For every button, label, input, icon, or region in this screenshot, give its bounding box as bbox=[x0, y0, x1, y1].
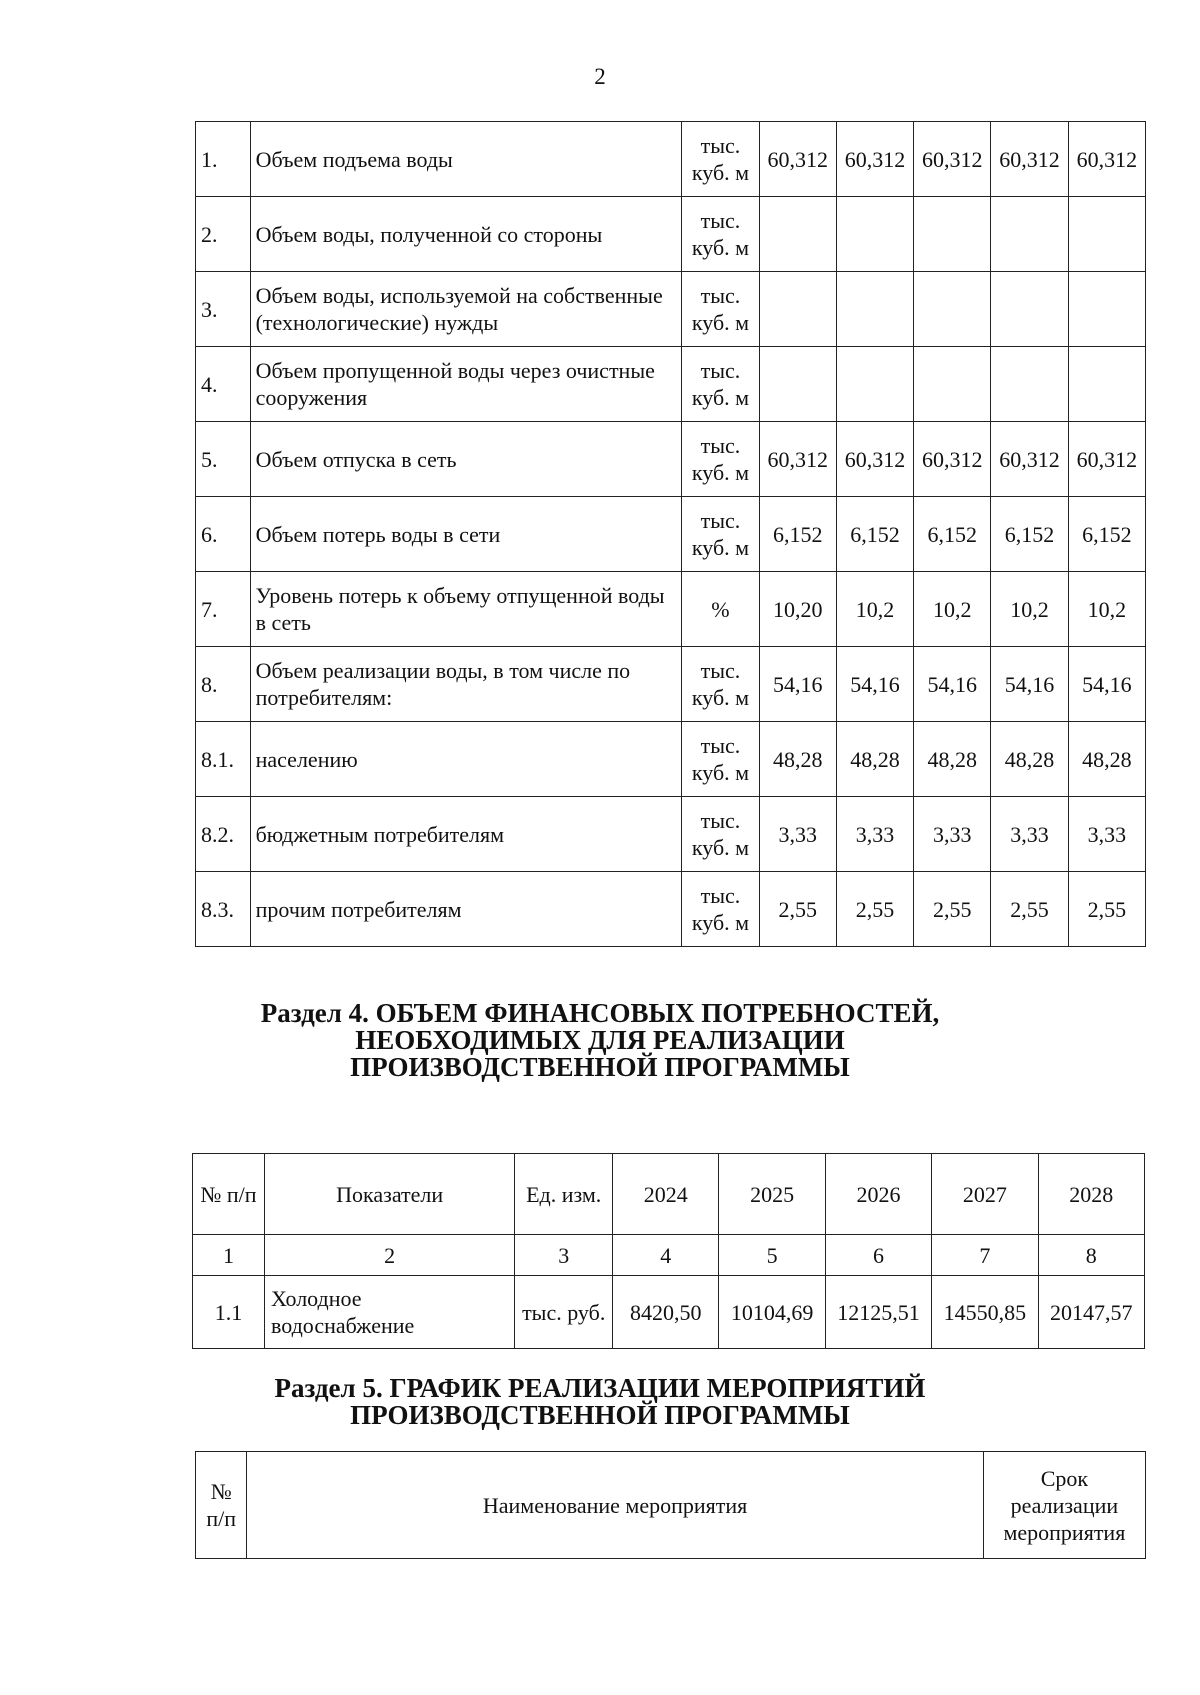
row-value bbox=[1068, 272, 1145, 347]
row-unit: тыс. куб. м bbox=[682, 272, 759, 347]
row-unit: тыс. руб. bbox=[515, 1276, 613, 1349]
row-value: 60,312 bbox=[836, 122, 913, 197]
row-value: 8420,50 bbox=[613, 1276, 719, 1349]
row-unit: тыс. куб. м bbox=[682, 497, 759, 572]
row-value: 60,312 bbox=[759, 422, 836, 497]
row-value: 2,55 bbox=[991, 872, 1068, 947]
row-num: 4. bbox=[196, 347, 251, 422]
row-num: 2. bbox=[196, 197, 251, 272]
column-index: 3 bbox=[515, 1235, 613, 1276]
table-row bbox=[196, 197, 1146, 272]
table-header-row bbox=[193, 1154, 1145, 1235]
row-value: 2,55 bbox=[914, 872, 991, 947]
row-name: Объем потерь воды в сети bbox=[250, 497, 682, 572]
row-value: 48,28 bbox=[836, 722, 913, 797]
row-value bbox=[991, 272, 1068, 347]
row-value: 60,312 bbox=[914, 422, 991, 497]
row-num: 8.1. bbox=[196, 722, 251, 797]
row-value: 60,312 bbox=[914, 122, 991, 197]
row-value: 6,152 bbox=[914, 497, 991, 572]
section5-title-line-1: Раздел 5. ГРАФИК РЕАЛИЗАЦИИ МЕРОПРИЯТИЙ bbox=[274, 1373, 926, 1403]
row-value: 3,33 bbox=[759, 797, 836, 872]
row-value: 48,28 bbox=[759, 722, 836, 797]
column-index: 1 bbox=[193, 1235, 265, 1276]
section4-title-line-2: НЕОБХОДИМЫХ ДЛЯ РЕАЛИЗАЦИИ bbox=[355, 1025, 845, 1055]
row-value: 10,2 bbox=[914, 572, 991, 647]
row-value bbox=[759, 347, 836, 422]
table-row bbox=[193, 1276, 1145, 1349]
schedule-table bbox=[195, 1451, 1146, 1559]
row-value: 60,312 bbox=[991, 122, 1068, 197]
row-value: 12125,51 bbox=[825, 1276, 931, 1349]
row-unit: % bbox=[682, 572, 759, 647]
row-value bbox=[759, 272, 836, 347]
header-year: 2026 bbox=[825, 1154, 931, 1235]
row-value: 20147,57 bbox=[1038, 1276, 1144, 1349]
table-row bbox=[196, 422, 1146, 497]
header-year: 2027 bbox=[932, 1154, 1038, 1235]
row-value bbox=[991, 347, 1068, 422]
row-value: 10,2 bbox=[836, 572, 913, 647]
section4-title-line-3: ПРОИЗВОДСТВЕННОЙ ПРОГРАММЫ bbox=[350, 1052, 850, 1082]
header-indicator: Показатели bbox=[264, 1154, 514, 1235]
row-num: 5. bbox=[196, 422, 251, 497]
row-value: 60,312 bbox=[991, 422, 1068, 497]
page-number: 2 bbox=[594, 64, 606, 89]
row-name: Объем воды, полученной со стороны bbox=[250, 197, 682, 272]
row-value: 54,16 bbox=[759, 647, 836, 722]
row-unit: тыс. куб. м bbox=[682, 347, 759, 422]
row-num: 7. bbox=[196, 572, 251, 647]
row-name: Объем отпуска в сеть bbox=[250, 422, 682, 497]
row-value: 3,33 bbox=[836, 797, 913, 872]
row-value: 10,2 bbox=[1068, 572, 1145, 647]
header-year: 2028 bbox=[1038, 1154, 1144, 1235]
row-unit: тыс. куб. м bbox=[682, 722, 759, 797]
header-year: 2025 bbox=[719, 1154, 825, 1235]
column-index: 8 bbox=[1038, 1235, 1144, 1276]
row-value: 10,20 bbox=[759, 572, 836, 647]
row-num: 8.3. bbox=[196, 872, 251, 947]
column-index: 6 bbox=[825, 1235, 931, 1276]
row-value bbox=[914, 197, 991, 272]
row-value: 60,312 bbox=[1068, 422, 1145, 497]
row-value bbox=[914, 272, 991, 347]
table-row bbox=[196, 872, 1146, 947]
table-row bbox=[196, 122, 1146, 197]
column-index: 4 bbox=[613, 1235, 719, 1276]
row-value: 48,28 bbox=[1068, 722, 1145, 797]
row-value: 54,16 bbox=[991, 647, 1068, 722]
table-row bbox=[196, 347, 1146, 422]
row-value: 6,152 bbox=[1068, 497, 1145, 572]
row-value: 54,16 bbox=[914, 647, 991, 722]
row-value bbox=[836, 347, 913, 422]
water-volume-table bbox=[195, 121, 1146, 947]
row-value: 6,152 bbox=[759, 497, 836, 572]
row-unit: тыс. куб. м bbox=[682, 422, 759, 497]
table-row bbox=[196, 572, 1146, 647]
header-num: № п/п bbox=[196, 1452, 247, 1559]
row-unit: тыс. куб. м bbox=[682, 197, 759, 272]
section5-title-line-2: ПРОИЗВОДСТВЕННОЙ ПРОГРАММЫ bbox=[350, 1400, 850, 1430]
row-name: прочим потребителям bbox=[250, 872, 682, 947]
row-name: бюджетным потребителям bbox=[250, 797, 682, 872]
header-year: 2024 bbox=[613, 1154, 719, 1235]
column-index-row bbox=[193, 1235, 1145, 1276]
header-unit: Ед. изм. bbox=[515, 1154, 613, 1235]
row-value: 6,152 bbox=[836, 497, 913, 572]
table-row bbox=[196, 722, 1146, 797]
row-unit: тыс. куб. м bbox=[682, 797, 759, 872]
row-unit: тыс. куб. м bbox=[682, 122, 759, 197]
row-value: 54,16 bbox=[836, 647, 913, 722]
row-value: 60,312 bbox=[1068, 122, 1145, 197]
row-value: 2,55 bbox=[836, 872, 913, 947]
row-value: 60,312 bbox=[759, 122, 836, 197]
table-row bbox=[196, 797, 1146, 872]
row-value bbox=[836, 197, 913, 272]
row-value: 10,2 bbox=[991, 572, 1068, 647]
section4-title-line-1: Раздел 4. ОБЪЕМ ФИНАНСОВЫХ ПОТРЕБНОСТЕЙ, bbox=[260, 998, 940, 1028]
header-num: № п/п bbox=[193, 1154, 265, 1235]
row-value bbox=[914, 347, 991, 422]
row-value bbox=[991, 197, 1068, 272]
row-value: 10104,69 bbox=[719, 1276, 825, 1349]
row-value: 3,33 bbox=[914, 797, 991, 872]
row-value: 48,28 bbox=[914, 722, 991, 797]
table-row bbox=[196, 272, 1146, 347]
header-event-name: Наименование мероприятия bbox=[247, 1452, 983, 1559]
row-value: 14550,85 bbox=[932, 1276, 1038, 1349]
row-value: 54,16 bbox=[1068, 647, 1145, 722]
column-index: 7 bbox=[932, 1235, 1038, 1276]
header-deadline: Срок реализации мероприятия bbox=[983, 1452, 1145, 1559]
row-num: 6. bbox=[196, 497, 251, 572]
row-value: 2,55 bbox=[759, 872, 836, 947]
row-unit: тыс. куб. м bbox=[682, 872, 759, 947]
section5-heading bbox=[0, 1375, 1200, 1429]
row-name: Уровень потерь к объему отпущенной воды в сеть bbox=[250, 572, 682, 647]
row-name: Объем реализации воды, в том числе по потребителям: bbox=[250, 647, 682, 722]
row-value: 2,55 bbox=[1068, 872, 1145, 947]
row-value bbox=[1068, 197, 1145, 272]
section4-heading bbox=[0, 1000, 1200, 1081]
row-num: 1.1 bbox=[193, 1276, 265, 1349]
column-index: 5 bbox=[719, 1235, 825, 1276]
row-name: населению bbox=[250, 722, 682, 797]
row-value: 6,152 bbox=[991, 497, 1068, 572]
row-name: Объем пропущенной воды через очистные сооружения bbox=[250, 347, 682, 422]
row-value: 60,312 bbox=[836, 422, 913, 497]
row-name: Объем подъема воды bbox=[250, 122, 682, 197]
row-num: 8.2. bbox=[196, 797, 251, 872]
table-row bbox=[196, 647, 1146, 722]
row-name: Холодное водоснабжение bbox=[264, 1276, 514, 1349]
row-value bbox=[759, 197, 836, 272]
row-value bbox=[836, 272, 913, 347]
row-unit: тыс. куб. м bbox=[682, 647, 759, 722]
row-value: 3,33 bbox=[991, 797, 1068, 872]
row-value bbox=[1068, 347, 1145, 422]
row-num: 3. bbox=[196, 272, 251, 347]
row-num: 1. bbox=[196, 122, 251, 197]
table-row bbox=[196, 497, 1146, 572]
financial-needs-table bbox=[192, 1153, 1145, 1349]
row-value: 48,28 bbox=[991, 722, 1068, 797]
column-index: 2 bbox=[264, 1235, 514, 1276]
table-header-row bbox=[196, 1452, 1146, 1559]
row-name: Объем воды, используемой на собственные (технологические) нужды bbox=[250, 272, 682, 347]
row-num: 8. bbox=[196, 647, 251, 722]
row-value: 3,33 bbox=[1068, 797, 1145, 872]
